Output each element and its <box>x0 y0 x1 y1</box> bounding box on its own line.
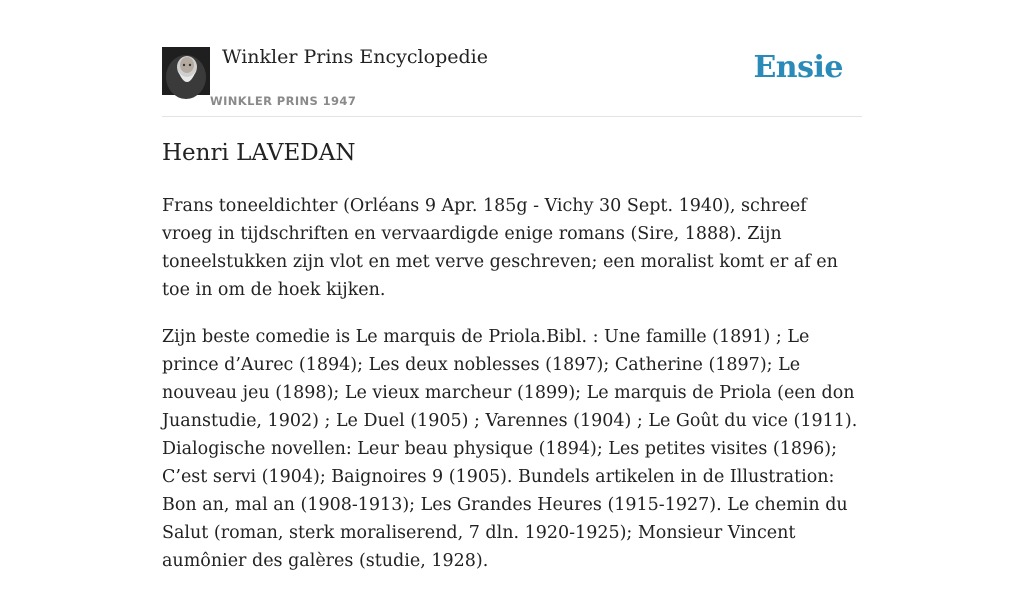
page <box>162 0 862 571</box>
article-paragraph: Zijn beste comedie is Le marquis de Priola.Bibl. : Une famille (1891) ; Le prince d’Aurec (1894); Les deux noblesses (1897); Catherine (1897); Le nouveau jeu (1898); Le vieux marcheur (1899); Le marquis de Priola (een don Juanstudie, 1902) ; Le Duel (1905) ; Varennes (1904) ; Le Goût du vice (1911). Dialogische novellen: Leur beau physique (1894); Les petites visites (1896); C’est servi (1904); Baignoires 9 (1905). Bundels artikelen in de Illustration: Bon an, mal an (1908-1913); Les Grandes Heures (1915-1927). Le chemin du Salut (roman, sterk moraliserend, 7 dln. 1920-1925); Monsieur Vincent aumônier des galères (studie, 1928). <box>162 327 858 571</box>
article-title: Henri LAVEDAN <box>162 140 356 166</box>
article-body <box>162 192 862 594</box>
site-title[interactable]: Winkler Prins Encyclopedie <box>222 46 488 68</box>
source-label[interactable]: WINKLER PRINS 1947 <box>210 94 357 108</box>
portrait-avatar[interactable] <box>162 47 210 95</box>
site-header <box>162 0 862 117</box>
article-paragraph: Frans toneeldichter (Orléans 9 Apr. 185g - Vichy 30 Sept. 1940), schreef vroeg in tijdschriften en vervaardigde enige romans (Sire, 1888). Zijn toneelstukken zijn vlot en met verve geschreven; een moralist komt er af en toe in om de hoek kijken. <box>162 196 838 300</box>
portrait-icon <box>162 47 210 95</box>
ensie-logo[interactable]: Ensie <box>753 50 843 85</box>
